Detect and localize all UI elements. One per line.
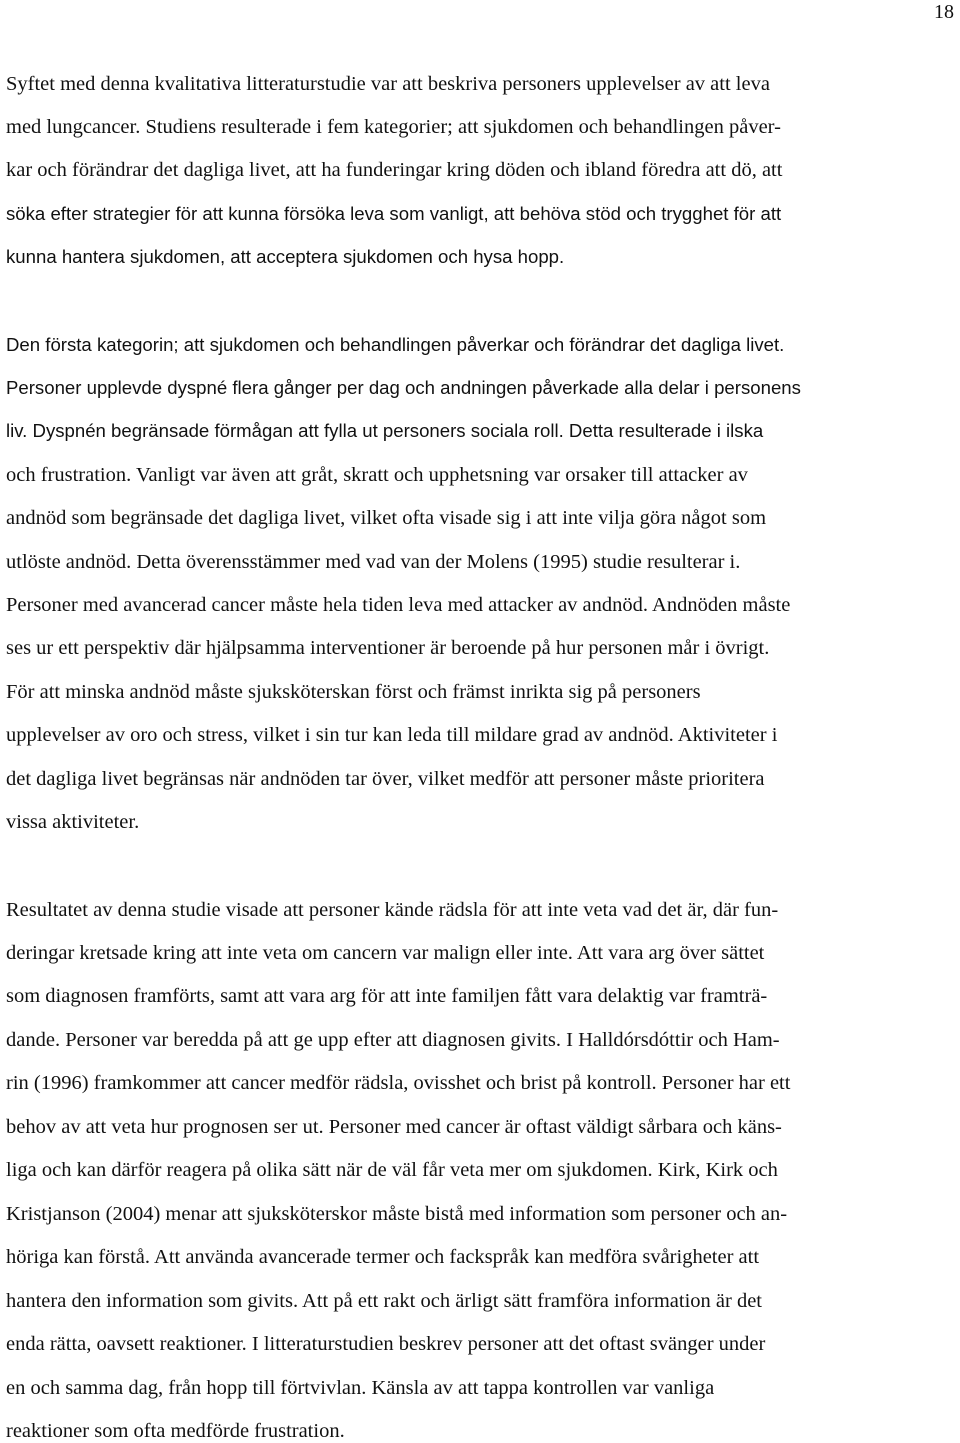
text-line: ses ur ett perspektiv där hjälpsamma interventioner är beroende på hur personen mår i övrigt. [6, 637, 770, 659]
text-line: upplevelser av oro och stress, vilket i sin tur kan leda till mildare grad av andnöd. Aktiviteter i [6, 724, 778, 746]
text-line: en och samma dag, från hopp till förtvivlan. Känsla av att tappa kontrollen var vanliga [6, 1377, 715, 1399]
text-line: dande. Personer var beredda på att ge upp efter att diagnosen givits. I Halldórsdóttir och Ham- [6, 1029, 780, 1051]
text-line: kar och förändrar det dagliga livet, att ha funderingar kring döden och ibland föredra att dö, att [6, 159, 783, 181]
text-line: liv. Dyspnén begränsade förmågan att fylla ut personers sociala roll. Detta resulterade i ilska [6, 420, 764, 441]
text-line: rin (1996) framkommer att cancer medför rädsla, ovisshet och brist på kontroll. Personer har ett [6, 1072, 791, 1094]
text-line: reaktioner som ofta medförde frustration. [6, 1420, 345, 1442]
text-line: andnöd som begränsade det dagliga livet, vilket ofta visade sig i att inte vilja göra något som [6, 507, 767, 529]
text-line: Den första kategorin; att sjukdomen och behandlingen påverkar och förändrar det dagliga livet. [6, 334, 785, 355]
text-line: hantera den information som givits. Att på ett rakt och ärligt sätt framföra information är det [6, 1290, 762, 1312]
text-line: utlöste andnöd. Detta överensstämmer med vad van der Molens (1995) studie resulterar i. [6, 551, 741, 573]
text-line: Kristjanson (2004) menar att sjuksköterskor måste bistå med information som personer och an- [6, 1203, 788, 1225]
text-line: behov av att veta hur prognosen ser ut. Personer med cancer är oftast väldigt sårbara och käns- [6, 1116, 782, 1138]
text-line: liga och kan därför reagera på olika sätt när de väl får veta mer om sjukdomen. Kirk, Kirk och [6, 1159, 778, 1181]
text-line: vissa aktiviteter. [6, 811, 140, 833]
text-line: det dagliga livet begränsas när andnöden tar över, vilket medför att personer måste prioritera [6, 768, 765, 790]
text-line: kunna hantera sjukdomen, att acceptera sjukdomen och hysa hopp. [6, 246, 565, 267]
text-line: Syftet med denna kvalitativa litteraturstudie var att beskriva personers upplevelser av att leva [6, 73, 770, 95]
text-line: enda rätta, oavsett reaktioner. I litteraturstudien beskrev personer att det oftast svänger under [6, 1333, 766, 1355]
text-line: deringar kretsade kring att inte veta om cancern var malign eller inte. Att vara arg över sättet [6, 942, 765, 964]
text-line: Resultatet av denna studie visade att personer kände rädsla för att inte veta vad det är, där fun- [6, 899, 779, 921]
page-number: 18 [934, 1, 954, 23]
text-line: höriga kan förstå. Att använda avancerade termer och fackspråk kan medföra svårigheter att [6, 1246, 760, 1268]
text-line: Personer med avancerad cancer måste hela tiden leva med attacker av andnöd. Andnöden måste [6, 594, 791, 616]
text-line: med lungcancer. Studiens resulterade i fem kategorier; att sjukdomen och behandlingen påver- [6, 116, 781, 138]
text-line: som diagnosen framförts, samt att vara arg för att inte familjen fått vara delaktig var framträ- [6, 985, 768, 1007]
text-line: För att minska andnöd måste sjuksköterskan först och främst inrikta sig på personers [6, 681, 701, 703]
text-line: Personer upplevde dyspné flera gånger per dag och andningen påverkade alla delar i personens [6, 377, 801, 398]
text-line: och frustration. Vanligt var även att gråt, skratt och upphetsning var orsaker till attacker av [6, 464, 748, 486]
text-line: söka efter strategier för att kunna försöka leva som vanligt, att behöva stöd och trygghet för att [6, 203, 782, 224]
